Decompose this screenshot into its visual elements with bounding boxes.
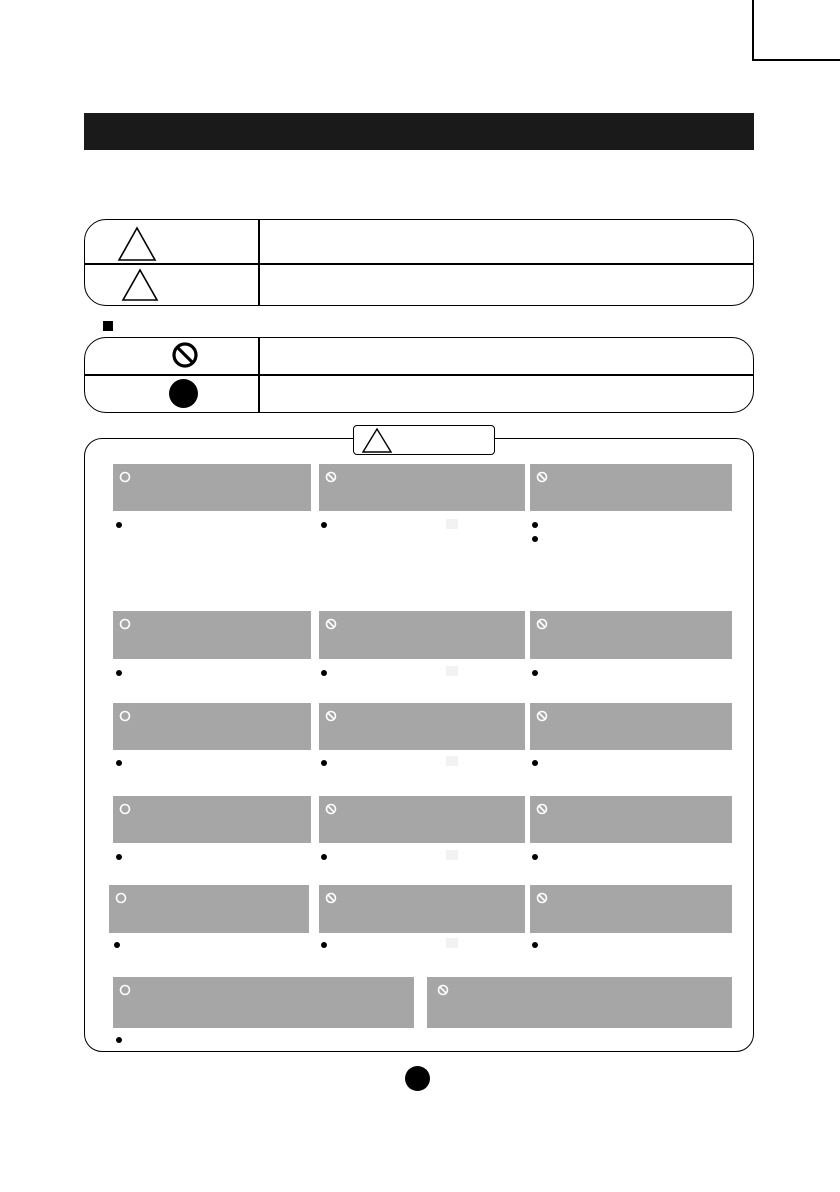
faint-mark (446, 756, 458, 766)
prohibited-icon (536, 471, 548, 483)
bullet-icon (532, 854, 538, 860)
prohibited-icon (325, 471, 337, 483)
legend-divider (85, 263, 753, 265)
prohibited-icon (325, 803, 337, 815)
bullet-icon (532, 536, 538, 542)
instruction-card-prohibited (319, 611, 525, 659)
bullet-icon (321, 522, 327, 528)
bullet-icon (116, 670, 122, 676)
crop-mark (752, 59, 840, 61)
crop-mark (752, 0, 754, 60)
prohibited-icon (536, 710, 548, 722)
prohibited-icon (325, 618, 337, 630)
instruction-card-prohibited (530, 703, 732, 750)
legend-divider (85, 374, 753, 376)
page-number-badge (405, 1066, 430, 1091)
instruction-card-prohibited (319, 703, 525, 750)
bullet-icon (114, 942, 120, 948)
mandatory-icon (119, 803, 131, 815)
instruction-card-mandatory (113, 703, 311, 750)
instruction-card-prohibited (530, 611, 732, 659)
faint-mark (446, 938, 458, 948)
bullet-icon (116, 760, 122, 766)
bullet-icon (532, 670, 538, 676)
instruction-card-mandatory (113, 796, 311, 843)
instruction-card-mandatory (113, 464, 311, 511)
bullet-icon (321, 854, 327, 860)
warning-triangle-icon (362, 428, 392, 453)
instruction-card-prohibited (319, 796, 525, 843)
instruction-card-prohibited (319, 464, 525, 511)
prohibited-icon (325, 892, 337, 904)
prohibited-icon (171, 341, 199, 369)
instruction-card-prohibited (427, 977, 732, 1028)
bullet-icon (321, 760, 327, 766)
bullet-icon (321, 942, 327, 948)
mandatory-icon (119, 710, 131, 722)
section-bullet-square (103, 321, 113, 331)
mandatory-icon (119, 984, 131, 996)
bullet-icon (532, 942, 538, 948)
instruction-card-prohibited (530, 464, 732, 511)
faint-mark (446, 519, 458, 529)
prohibited-icon (437, 984, 449, 996)
prohibited-icon (536, 892, 548, 904)
mandatory-icon (115, 892, 127, 904)
faint-mark (446, 666, 458, 676)
instruction-card-mandatory (113, 977, 414, 1028)
bullet-icon (116, 522, 122, 528)
caution-label-tab (353, 425, 495, 455)
instruction-card-prohibited (319, 885, 525, 933)
instruction-card-mandatory (109, 885, 309, 933)
prohibited-icon (536, 618, 548, 630)
prohibited-icon (325, 710, 337, 722)
instruction-card-prohibited (530, 796, 732, 843)
prohibited-icon (536, 803, 548, 815)
bullet-icon (532, 760, 538, 766)
mandatory-icon (119, 618, 131, 630)
bullet-icon (116, 854, 122, 860)
instruction-card-prohibited (530, 885, 732, 933)
section-title-bar (84, 113, 754, 150)
warning-triangle-icon (121, 268, 159, 302)
instruction-card-mandatory (113, 611, 311, 659)
mandatory-icon (119, 471, 131, 483)
faint-mark (446, 850, 458, 860)
warning-triangle-icon (117, 226, 157, 262)
bullet-icon (321, 670, 327, 676)
bullet-icon (532, 522, 538, 528)
mandatory-icon (169, 379, 198, 408)
bullet-icon (116, 1037, 122, 1043)
